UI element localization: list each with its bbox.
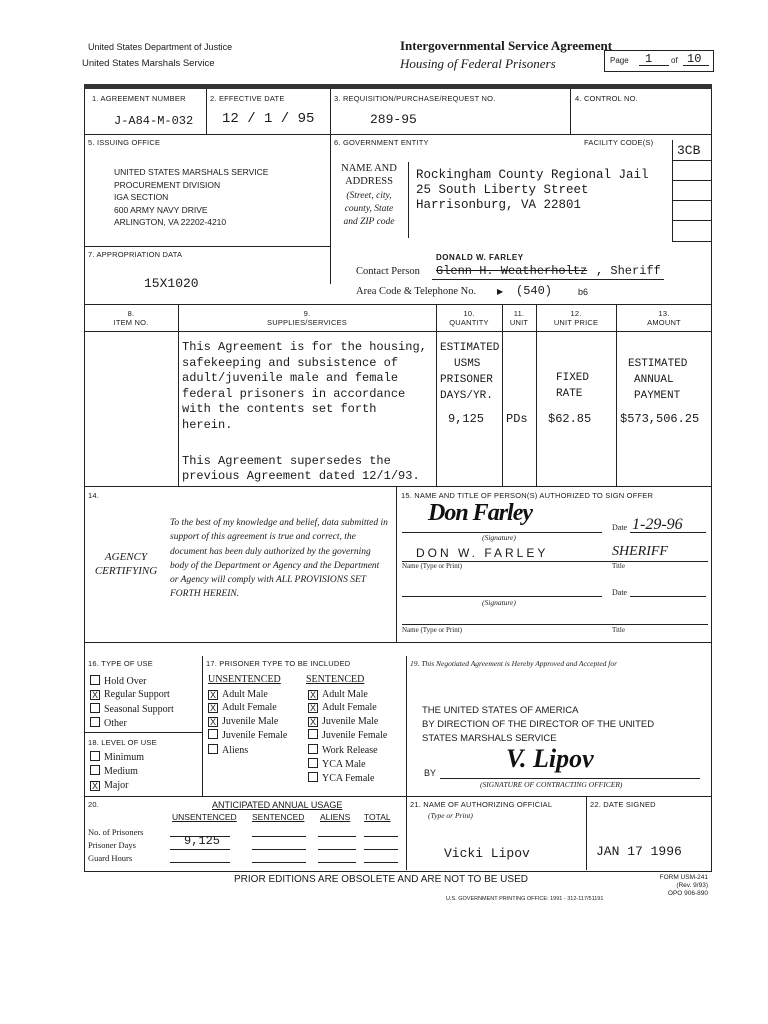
agency-certifying-label: AGENCY CERTIFYING — [94, 551, 158, 577]
approval-text: THE UNITED STATES OF AMERICA BY DIRECTION OF THE DIRECTOR OF THE UNITED STATES MARSHALS SERVICE — [422, 705, 655, 744]
cert-num: 14. — [88, 491, 100, 500]
services-description: This Agreement is for the housing, safekeeping and subsistence of adult/juvenile male and female federal prisoners in accordance with the contents set forth herein. — [182, 340, 427, 432]
issuing-office-address: UNITED STATES MARSHALS SERVICE PROCUREMENT DIVISION IGA SECTION 600 ARMY NAVY DRIVE ARLINGTON, VA 22202-4210 — [114, 167, 269, 227]
usage-col-sentenced: SENTENCED — [252, 812, 305, 822]
supersedes-note: This Agreement supersedes the previous Agreement dated 12/1/93. — [182, 454, 420, 483]
date2-label: Date — [612, 588, 628, 597]
obsolete-notice: PRIOR EDITIONS ARE OBSOLETE AND ARE NOT TO BE USED — [234, 874, 528, 885]
contracting-officer-signature: V. Lipov — [506, 744, 594, 773]
sentenced-options — [308, 688, 387, 786]
agreement-number-label: 1. AGREEMENT NUMBER — [92, 94, 186, 103]
usage-title: ANTICIPATED ANNUAL USAGE — [212, 800, 343, 810]
unit-value: PDs — [506, 412, 528, 426]
col-amount: 13. AMOUNT — [647, 309, 681, 327]
arrow-icon: ▶ — [497, 287, 504, 296]
official-hint: (Type or Print) — [428, 811, 473, 820]
signature-caption: (Signature) — [482, 533, 516, 542]
name-address-label: NAME AND ADDRESS — [341, 163, 397, 187]
usage-col-total: TOTAL — [364, 812, 391, 822]
approval-label: 19. This Negotiated Agreement is Hereby Approved and Accepted for — [410, 659, 618, 668]
gpo-line: U.S. GOVERNMENT PRINTING OFFICE: 1991 - 312-117/51191 — [446, 896, 604, 902]
facility-code: 3CB — [677, 143, 701, 158]
page-number: 1 — [645, 52, 653, 66]
usage-col-aliens: ALIENS — [320, 812, 351, 822]
unsentenced-options — [208, 688, 287, 757]
title-label: Title — [612, 562, 625, 570]
gov-entity-label: 6. GOVERNMENT ENTITY — [334, 138, 429, 147]
requisition-number: 289-95 — [370, 112, 417, 127]
form-subtitle: Housing of Federal Prisoners — [400, 56, 556, 71]
prisoner-type-label: 17. PRISONER TYPE TO BE INCLUDED — [206, 659, 351, 668]
certifying-statement: To the best of my knowledge and belief, data submitted in support of this agreement is true and correct, the document has been duly authorized by the governing body of the Department or Agency and the Department or Agency will comply with ALL PROVISIONS SET FORTH HEREIN. — [170, 518, 388, 600]
unsentenced-aliens[interactable]: Aliens — [208, 743, 287, 757]
amount-value: $573,506.25 — [620, 412, 700, 426]
option-minimum[interactable]: Minimum — [90, 750, 144, 764]
control-number-label: 4. CONTROL NO. — [575, 94, 638, 103]
quantity-note: ESTIMATED USMS PRISONER DAYS/YR. — [440, 342, 500, 402]
form-number: FORM USM-241 (Rev. 9/93) OPO 906-890 — [659, 874, 708, 897]
unsentenced-adult-male[interactable]: X Adult Male — [209, 689, 268, 700]
type-of-use-label: 16. TYPE OF USE — [88, 659, 153, 668]
price-note: FIXED RATE — [556, 372, 590, 400]
unit-price-value: $62.85 — [548, 412, 592, 426]
contracting-officer-caption: (SIGNATURE OF CONTRACTING OFFICER) — [480, 780, 623, 789]
facility-code-label: FACILITY CODE(S) — [584, 138, 654, 147]
option-major[interactable]: X Major — [91, 779, 129, 791]
dept-name: United States Department of Justice — [88, 42, 233, 52]
official-name: Vicki Lipov — [444, 846, 530, 861]
option-hold-over[interactable]: Hold Over — [90, 674, 174, 688]
quantity-value: 9,125 — [448, 412, 485, 426]
col-supplies: 9. SUPPLIES/SERVICES — [267, 309, 347, 327]
name-label: Name (Type or Print) — [402, 562, 462, 570]
type-of-use-options — [90, 674, 174, 731]
signature2-caption: (Signature) — [482, 598, 516, 607]
effective-date-label: 2. EFFECTIVE DATE — [210, 94, 285, 103]
col-unit-price: 12. UNIT PRICE — [553, 309, 599, 327]
contact-person-label: Contact Person — [356, 266, 420, 277]
page-label: Page — [610, 56, 629, 65]
authorized-date: 1-29-96 — [632, 516, 683, 533]
phone-area-code: (540) — [516, 284, 553, 298]
page-box — [604, 50, 714, 72]
official-label: 21. NAME OF AUTHORIZING OFFICIAL — [410, 800, 553, 809]
entity-address: Rockingham County Regional Jail 25 South Liberty Street Harrisonburg, VA 22801 — [416, 168, 649, 212]
unsentenced-juvenile-male[interactable]: X Juvenile Male — [209, 715, 279, 727]
name2-label: Name (Type or Print) — [402, 626, 462, 634]
col-quantity: 10. QUANTITY — [449, 309, 489, 327]
date-label: Date — [612, 523, 628, 532]
title2-label: Title — [612, 626, 625, 634]
by-label: BY — [424, 768, 437, 778]
agreement-number: J-A84-M-032 — [114, 114, 194, 128]
contact-handwritten: DONALD W. FARLEY — [436, 253, 524, 262]
level-of-use-label: 18. LEVEL OF USE — [88, 738, 157, 747]
name-address-hint: (Street, city, county, State and ZIP code — [343, 191, 395, 227]
authorized-name: DON W. FARLEY — [416, 546, 549, 560]
authorized-title: SHERIFF — [612, 544, 668, 559]
unsentenced-heading: UNSENTENCED — [208, 674, 281, 685]
requisition-label: 3. REQUISITION/PURCHASE/REQUEST NO. — [334, 94, 496, 103]
contact-struck-name: Glenn H. Weatherholtz — [436, 264, 588, 278]
usage-col-unsentenced: UNSENTENCED — [172, 812, 237, 822]
col-item-no: 8. ITEM NO. — [113, 309, 149, 327]
sentenced-juvenile-male[interactable]: X Juvenile Male — [309, 715, 379, 727]
col-unit: 11. UNIT — [509, 309, 529, 327]
authorized-label: 15. NAME AND TITLE OF PERSON(S) AUTHORIZED TO SIGN OFFER — [401, 491, 654, 500]
date-signed-value: JAN 17 1996 — [596, 844, 682, 859]
sentenced-adult-male[interactable]: X Adult Male — [309, 689, 368, 700]
sentenced-juvenile-female[interactable]: Juvenile Female — [308, 728, 387, 742]
level-of-use-options — [90, 750, 144, 792]
date-signed-label: 22. DATE SIGNED — [590, 800, 656, 809]
of-label: of — [671, 56, 678, 65]
option-seasonal-support[interactable]: Seasonal Support — [90, 702, 174, 716]
sentenced-heading: SENTENCED — [306, 674, 365, 685]
usage-row-labels: No. of Prisoners Prisoner Days Guard Hours — [88, 827, 144, 863]
unsentenced-juvenile-female[interactable]: Juvenile Female — [208, 728, 287, 742]
sentenced-work-release[interactable]: Work Release — [308, 743, 387, 757]
phone-redacted: b6 — [578, 287, 589, 297]
service-name: United States Marshals Service — [82, 58, 215, 69]
appropriation-label: 7. APPROPRIATION DATA — [88, 250, 183, 259]
form-title: Intergovernmental Service Agreement — [400, 38, 613, 53]
option-medium[interactable]: Medium — [90, 764, 144, 778]
page-total: 10 — [687, 52, 702, 66]
sentenced-adult-female[interactable]: X Adult Female — [309, 702, 377, 714]
appropriation-value: 15X1020 — [144, 276, 199, 291]
sentenced-yca-male[interactable]: YCA Male — [308, 757, 387, 771]
effective-date: 12 / 1 / 95 — [222, 111, 315, 127]
option-regular-support[interactable]: X Regular Support — [91, 689, 170, 701]
issuing-office-label: 5. ISSUING OFFICE — [88, 138, 161, 147]
contact-title: , Sheriff — [596, 264, 661, 278]
unsentenced-adult-female[interactable]: X Adult Female — [209, 702, 277, 714]
authorized-signature: Don Farley — [428, 500, 532, 526]
sentenced-yca-female[interactable]: YCA Female — [308, 771, 387, 785]
option-other[interactable]: Other — [90, 716, 174, 730]
usage-prisoner-days-unsentenced: 9,125 — [184, 834, 221, 848]
usage-num: 20. — [88, 800, 100, 809]
amount-note: ESTIMATED ANNUAL PAYMENT — [628, 358, 688, 402]
phone-label: Area Code & Telephone No. — [356, 286, 477, 297]
